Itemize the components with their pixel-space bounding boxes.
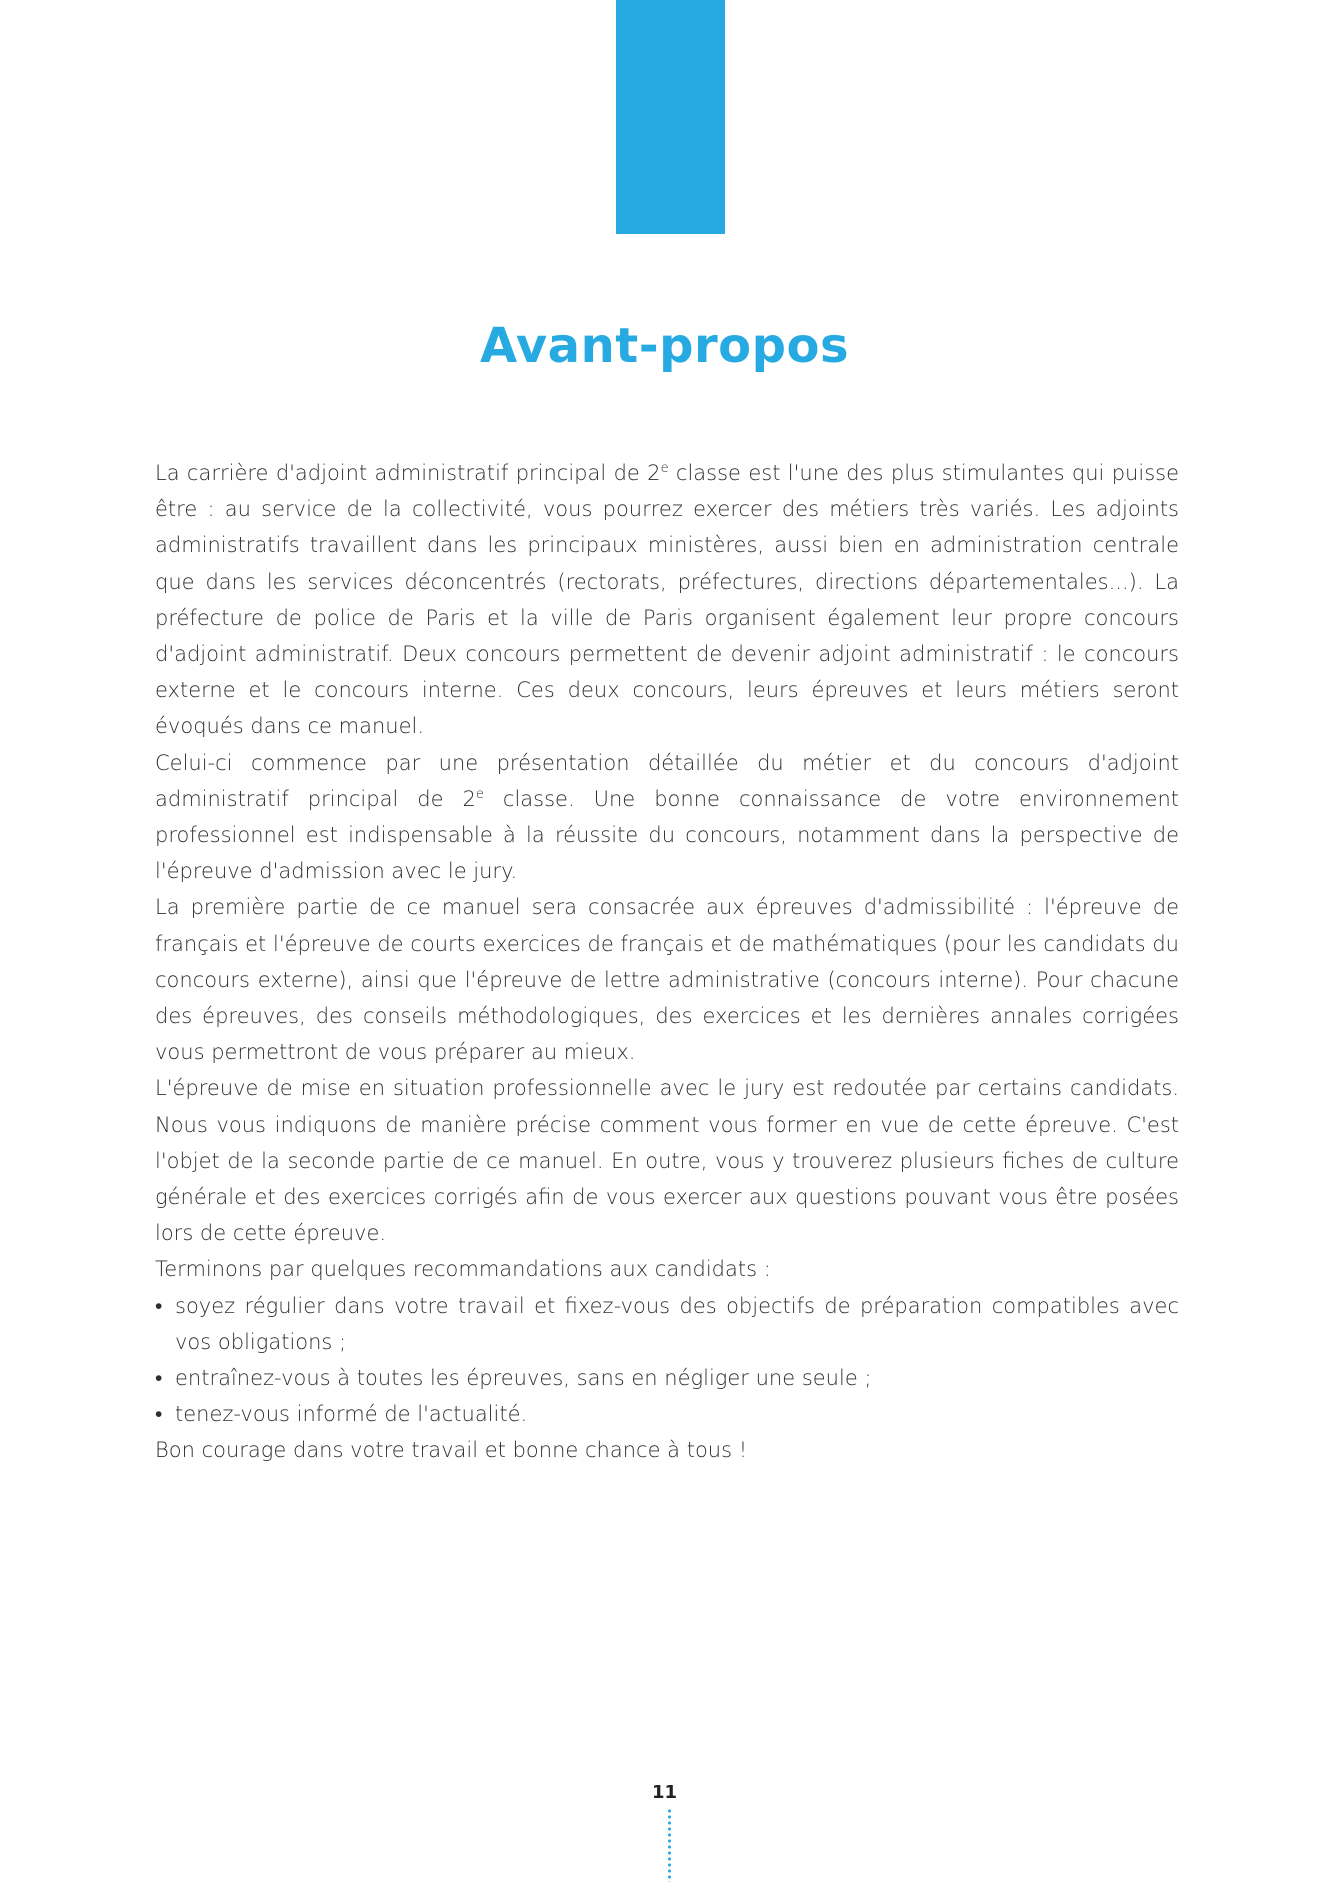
body-text (155, 455, 1179, 1469)
paragraph-3: La première partie de ce manuel sera consacrée aux épreuves d'admissibilité : l'épreuve de français et l'épreuve de courts exercices de français et de mathématiques (pour les candidats du concours externe), ainsi que l'épreuve de lettre administrative (concours interne). Pour chacune des épreuves, des conseils méthodologiques, des exercices et les dernières annales corrigées vous permettront de vous préparer au mieux. (155, 895, 1179, 1065)
paragraph-2: Celui-ci commence par une présentation détaillée du métier et du concours d'adjoint administratif principal de 2e classe. Une bonne connaissance de votre environnement professionnel est indispensable à la réussite du concours, notamment dans la perspective de l'épreuve d'admission avec le jury. (155, 750, 1179, 884)
bullet-icon: • (155, 1366, 163, 1391)
page-number: 11 (651, 1782, 678, 1803)
list-item: • soyez régulier dans votre travail et fixez-vous des objectifs de préparation compatibles avec vos obligations ; (155, 1288, 1179, 1360)
closing-line: Bon courage dans votre travail et bonne chance à tous ! (155, 1438, 748, 1463)
bullet-icon: • (155, 1293, 163, 1318)
bullet-icon: • (155, 1402, 163, 1427)
list-item: • tenez-vous informé de l'actualité. (155, 1396, 1179, 1432)
page-title: Avant-propos (479, 318, 850, 374)
paragraph-1: La carrière d'adjoint administratif principal de 2e classe est l'une des plus stimulantes qui puisse être : au service de la collectivité, vous pourrez exercer des métiers très variés. Les adjoints administratifs travaillent dans les principaux ministères, aussi bien en administration centrale que dans les services déconcentrés (rectorats, préfectures, directions départementales...). La préfecture de police de Paris et la ville de Paris organisent également leur propre concours d'adjoint administratif. Deux concours permettent de devenir adjoint administratif : le concours externe et le concours interne. Ces deux concours, leurs épreuves et leurs métiers seront évoqués dans ce manuel. (155, 461, 1180, 739)
paragraph-5: Terminons par quelques recommandations aux candidats : (155, 1257, 771, 1282)
top-accent-bar (616, 0, 725, 234)
list-item: • entraînez-vous à toutes les épreuves, sans en négliger une seule ; (155, 1360, 1179, 1396)
dotted-line-decoration (668, 1808, 671, 1882)
paragraph-4: L'épreuve de mise en situation professionnelle avec le jury est redoutée par certains candidats. Nous vous indiquons de manière précise comment vous former en vue de cette épreuve. C'est l'objet de la seconde partie de ce manuel. En outre, vous y trouverez plusieurs fiches de culture générale et des exercices corrigés afin de vous exercer aux questions pouvant vous être posées lors de cette épreuve. (155, 1076, 1179, 1246)
recommendations-list (155, 1288, 1179, 1433)
